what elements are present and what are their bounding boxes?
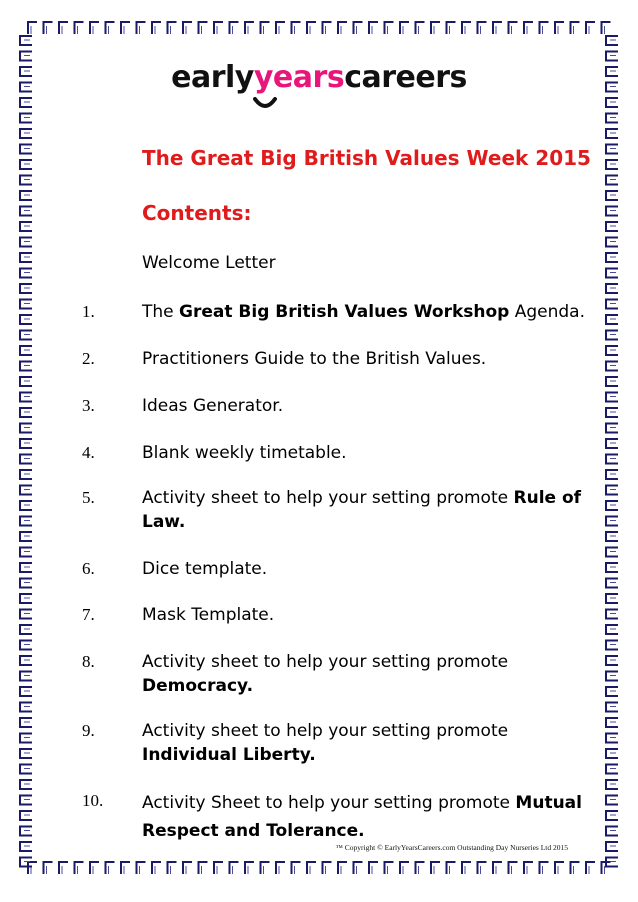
item-number: 6.: [82, 559, 95, 578]
page-title: The Great Big British Values Week 2015: [142, 146, 591, 170]
item-number: 8.: [82, 652, 95, 671]
contents-heading: Contents:: [142, 201, 252, 225]
item-text: Activity sheet to help your setting promote Rule of Law.: [142, 488, 582, 532]
item-number: 1.: [82, 302, 95, 321]
item-number: 2.: [82, 349, 95, 368]
copyright-footer: ™ Copyright © EarlyYearsCareers.com Outstanding Day Nurseries Ltd 2015: [335, 843, 568, 852]
item-text: Activity Sheet to help your setting promote Mutual Respect and Tolerance.: [142, 793, 582, 841]
item-number: 4.: [82, 443, 95, 462]
welcome-letter-entry: Welcome Letter: [142, 253, 276, 273]
item-text: Activity sheet to help your setting promote Democracy.: [142, 652, 509, 696]
item-text: The Great Big British Values Workshop Agenda.: [142, 302, 585, 322]
item-number: 7.: [82, 605, 95, 624]
item-number: 9.: [82, 721, 95, 740]
item-text: Mask Template.: [142, 605, 275, 625]
logo-word-careers: careers: [344, 60, 467, 95]
item-number: 5.: [82, 488, 95, 507]
item-text: Practitioners Guide to the British Values.: [142, 349, 487, 369]
logo-word-years: years: [253, 60, 345, 95]
item-text: Activity sheet to help your setting promote Individual Liberty.: [142, 721, 509, 765]
item-number: 10.: [82, 791, 104, 810]
item-text: Dice template.: [142, 559, 268, 579]
logo-word-early: early: [171, 60, 254, 95]
item-text: Ideas Generator.: [142, 396, 284, 416]
logo: [0, 58, 638, 98]
logo-smile-icon: [253, 97, 277, 111]
item-number: 3.: [82, 396, 95, 415]
item-text: Blank weekly timetable.: [142, 443, 347, 463]
